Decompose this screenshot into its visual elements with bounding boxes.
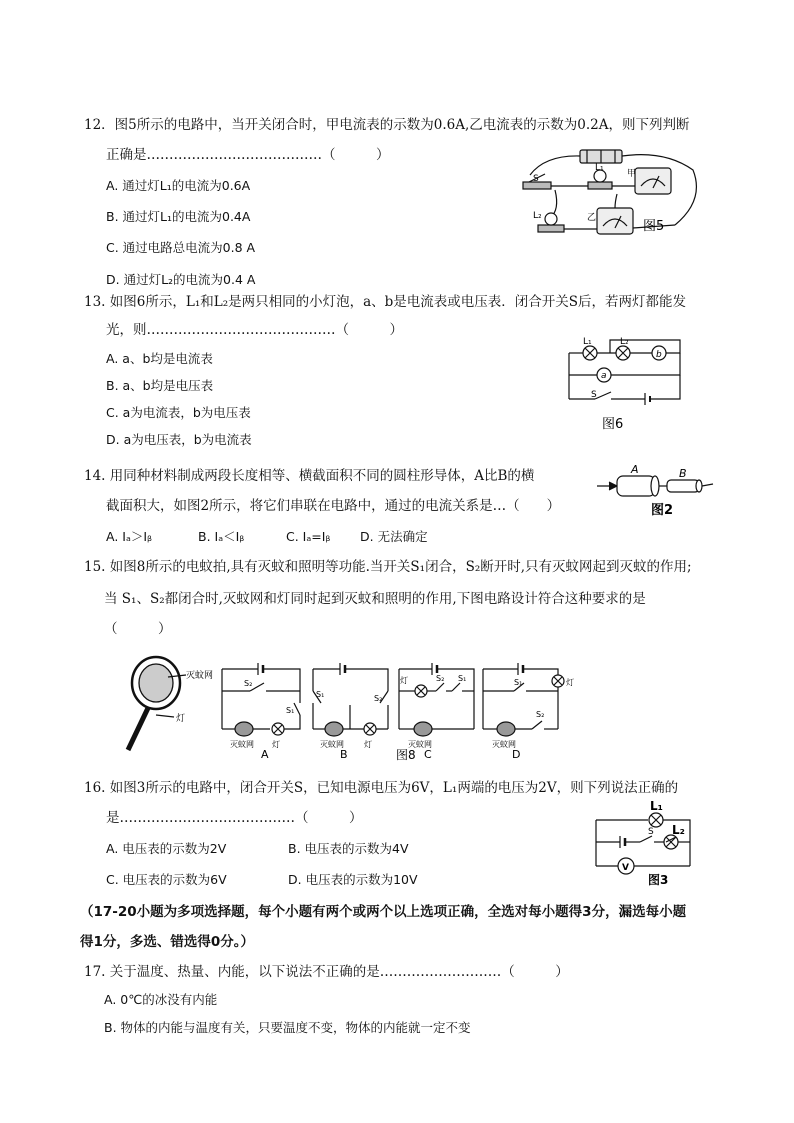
fig3-label-l1: L₁ [650,799,663,813]
q13-option-d: D. a为电压表，b为电流表 [106,432,252,447]
q13-option-b: B. a、b均是电压表 [106,378,214,393]
fig8-a-label-lamp: 灯 [272,740,280,749]
fig8-panel-b-label: B [340,748,348,761]
fig8-panel-a-circuit [222,663,300,736]
q14-option-d: D. 无法确定 [360,529,428,544]
fig8-caption: 图8 [396,748,416,762]
fig8-d-label-net: 灭蚊网 [492,740,516,749]
fig8-panel-d-label: D [512,748,521,761]
figure-8-mosquito-swatter [118,655,578,763]
q17-stem-line1: 17. 关于温度、热量、内能，以下说法不正确的是………………………（ ） [84,964,569,980]
q15-stem-line1: 15. 如图8所示的电蚊拍,具有灭蚊和照明等功能.当开关S₁闭合，S₂断开时,只有灭蚊网起到灭蚊的作用; [84,559,692,575]
q16-option-a: A. 电压表的示数为2V [106,841,227,856]
figure-2-conductors [595,464,715,519]
fig5-label-s: S [533,174,539,184]
multi-select-note-line1: （17-20小题为多项选择题，每个小题有两个或两个以上选项正确，全选对每小题得3分，漏选每小题 [80,904,687,920]
q16-stem-line2: 是…………………………………（ ） [106,810,363,826]
q15-stem-line2: 当 S₁、S₂都闭合时,灭蚊网和灯同时起到灭蚊和照明的作用,下图电路设计符合这种要求的是 [104,591,646,607]
fig6-caption: 图6 [602,417,624,432]
q13-option-c: C. a为电流表，b为电压表 [106,405,251,420]
q12-stem-line2: 正确是…………………………………（ ） [106,147,390,163]
fig5-label-l1: L₁ [595,163,604,173]
q17-option-b: B. 物体的内能与温度有关，只要温度不变，物体的内能就一定不变 [104,1020,471,1035]
figure-5-circuit [515,140,705,245]
q14-option-a: A. Iₐ＞Iᵦ [106,529,153,544]
fig6-label-a: a [601,371,607,381]
fig8-d-label-s1: S₁ [514,678,523,687]
q12-option-b: B. 通过灯L₁的电流为0.4A [106,209,251,224]
multi-select-note-line2: 得1分，多选、错选得0分。） [80,934,255,950]
fig8-b-label-s2: S₂ [374,694,383,703]
q13-option-a: A. a、b均是电流表 [106,351,213,366]
figure-3-circuit [590,800,700,890]
q13-stem-line1: 13. 如图6所示，L₁和L₂是两只相同的小灯泡，a、b是电流表或电压表．闭合开关S后，若两灯都能发 [84,294,687,310]
fig8-c-label-net: 灭蚊网 [408,740,432,749]
fig8-d-label-s2: S₂ [536,710,545,719]
q12-option-c: C. 通过电路总电流为0.8 A [106,240,256,255]
q16-option-b: B. 电压表的示数为4V [288,841,409,856]
q13-stem-line2: 光，则……………………………………（ ） [106,322,403,338]
fig8-a-label-s2: S₂ [244,679,253,688]
fig5-caption: 图5 [643,219,665,234]
fig3-label-v: V [622,863,629,873]
fig5-label-yi: 乙 [587,213,597,223]
fig5-label-l2: L₂ [533,211,542,221]
q16-option-d: D. 电压表的示数为10V [288,872,418,887]
q16-stem-line1: 16. 如图3所示的电路中，闭合开关S，已知电源电压为6V，L₁两端的电压为2V，则下列说法正确的 [84,780,679,796]
q12-stem-line1: 12．图5所示的电路中，当开关闭合时，甲电流表的示数为0.6A,乙电流表的示数为0.2A，则下列判断 [84,117,690,133]
fig8-b-label-s1: S₁ [316,690,325,699]
q14-option-b: B. Iₐ＜Iᵦ [198,529,245,544]
fig3-label-l2: L₂ [672,823,685,837]
fig8-b-label-lamp: 灯 [364,740,372,749]
q16-option-c: C. 电压表的示数为6V [106,872,227,887]
figure-6-circuit [565,335,690,435]
fig6-label-l2: L₂ [620,337,629,347]
q14-stem-line1: 14. 用同种材料制成两段长度相等、横截面积不同的圆柱形导体，A比B的横 [84,468,535,484]
fig8-a-label-s1: S₁ [286,706,295,715]
fig8-c-label-s2: S₂ [436,674,445,683]
q17-option-a: A. 0℃的冰没有内能 [104,992,218,1007]
fig8-label-net-racket: 灭蚊网 [186,671,214,681]
fig2-label-a: A [631,463,639,476]
fig2-label-b: B [679,467,687,480]
fig5-label-jia: 甲 [627,169,637,179]
q14-stem-line2: 截面积大，如图2所示，将它们串联在电路中，通过的电流关系是…（ ） [106,498,561,514]
fig6-label-b: b [656,350,662,360]
fig3-label-s: S [648,827,654,837]
fig6-label-s: S [591,390,597,400]
fig8-panel-d-circuit [483,663,564,736]
fig8-d-label-lamp: 灯 [566,678,574,687]
fig3-caption: 图3 [648,873,669,887]
fig8-c-label-s1: S₁ [458,674,467,683]
fig8-panel-a-label: A [261,748,269,761]
fig6-label-l1: L₁ [583,337,592,347]
fig8-a-label-net: 灭蚊网 [230,740,254,749]
fig8-b-label-net: 灭蚊网 [320,740,344,749]
fig2-caption: 图2 [651,503,674,518]
fig8-label-lamp-racket: 灯 [176,714,186,724]
q14-option-c: C. Iₐ=Iᵦ [286,529,331,544]
fig8-c-label-lamp: 灯 [400,676,408,685]
q12-option-a: A. 通过灯L₁的电流为0.6A [106,178,251,193]
fig8-panel-c-label: C [424,748,432,761]
q15-stem-line3: （ ） [104,621,172,637]
q12-option-d: D. 通过灯L₂的电流为0.4 A [106,272,256,287]
